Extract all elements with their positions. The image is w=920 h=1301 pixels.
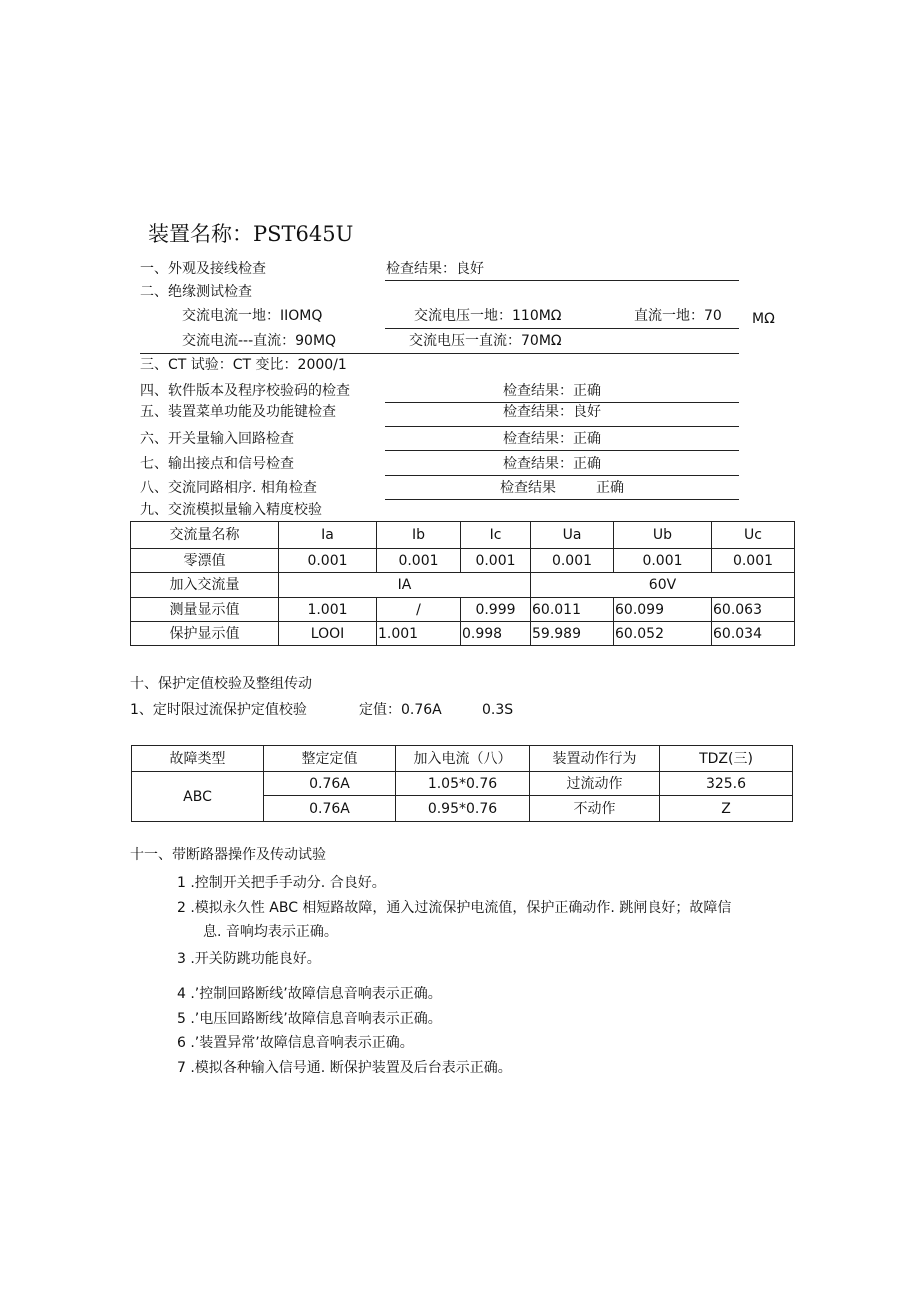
row-label: 保护显示值 [131,622,279,646]
section-6-label: 六、开关量输入回路检查 [140,431,294,447]
table-cell: 0.998 [461,622,531,646]
table-cell: 0.001 [614,549,712,573]
section-7-result: 检查结果：正确 [503,456,601,472]
table-cell: 0.76A [264,772,396,796]
fault-table [131,745,793,822]
accuracy-header-row [131,522,795,549]
table-cell: 0.95*0.76 [396,796,530,822]
section-1-label: 一、外观及接线检查 [140,261,266,277]
list-item: 7 .模拟各种输入信号通. 断保护装置及后台表示正确。 [177,1060,512,1076]
section-1-underline [385,280,739,281]
section-2-label: 二、绝缘测试检查 [140,284,252,300]
section-7-underline [385,475,739,476]
fault-type-cell: ABC [132,772,264,822]
table-cell: 60.011 [531,598,614,622]
table-cell: 0.001 [712,549,795,573]
section-8-result-value: 正确 [596,480,624,496]
table-cell: LOOI [279,622,377,646]
row-label: 加入交流量 [131,573,279,598]
section-4-result: 检查结果：正确 [503,383,601,399]
table-cell: 60.052 [614,622,712,646]
header-cell: 故障类型 [132,746,264,772]
fault-header-row [132,746,793,772]
list-item: 3 .开关防跳功能良好。 [177,951,321,967]
insulation-underline-1 [385,328,739,329]
list-item: 1 .控制开关把手手动分. 合良好。 [177,875,386,891]
insulation-underline-2 [140,353,739,354]
table-cell: 0.001 [461,549,531,573]
header-cell: TDZ(三) [660,746,793,772]
table-cell: 不动作 [530,796,660,822]
table-cell: 325.6 [660,772,793,796]
header-cell: Ia [279,522,377,549]
list-item: 5 .’电压回路断线’故障信息音响表示正确。 [177,1011,442,1027]
fault-row [132,772,793,796]
header-cell: Ua [531,522,614,549]
section-9-label: 九、交流模拟量输入精度校验 [140,502,322,518]
section-6-underline [385,450,739,451]
section-11-title: 十一、带断路器操作及传动试验 [130,847,326,863]
header-cell: 交流量名称 [131,522,279,549]
table-cell: 1.05*0.76 [396,772,530,796]
section-3-ct-test: 三、CT 试验：CT 变比：2000/1 [140,357,347,373]
insulation-ac-voltage-ground: 交流电压一地：110MΩ [414,308,562,324]
section-8-label: 八、交流同路相序. 相角检查 [140,480,317,496]
section-5-underline [385,426,739,427]
table-cell: 0.001 [279,549,377,573]
section-10-title: 十、保护定值校验及整组传动 [130,676,312,692]
row-label: 零漂值 [131,549,279,573]
header-cell: Ib [377,522,461,549]
section-1-result: 检查结果：良好 [386,261,484,277]
table-cell: 1.001 [279,598,377,622]
row-label: 测量显示值 [131,598,279,622]
table-cell: 60.099 [614,598,712,622]
table-cell: 过流动作 [530,772,660,796]
table-cell: 0.001 [377,549,461,573]
list-item: 4 .’控制回路断线’故障信息音响表示正确。 [177,986,442,1002]
insulation-ac-current-ground: 交流电流一地：IIOMQ [182,308,323,324]
list-item: 2 .模拟永久性 ABC 相短路故障，通入过流保护电流值，保护正确动作. 跳闸良好；故障信 [177,900,732,916]
table-cell: Z [660,796,793,822]
applied-current-cell: IA [279,573,531,598]
accuracy-table [130,521,795,646]
protection-row [131,622,795,646]
measured-row [131,598,795,622]
insulation-dc-ground-unit: MΩ [752,311,775,327]
header-cell: 装置动作行为 [530,746,660,772]
table-cell: 59.989 [531,622,614,646]
table-cell: 0.001 [531,549,614,573]
table-cell: 60.063 [712,598,795,622]
section-5-label: 五、装置菜单功能及功能键检查 [140,404,336,420]
section-7-label: 七、输出接点和信号检查 [140,456,294,472]
header-cell: Ub [614,522,712,549]
insulation-dc-ground: 直流一地：70 [634,308,722,324]
header-cell: 整定定值 [264,746,396,772]
zero-drift-row [131,549,795,573]
section-8-underline [385,499,739,500]
insulation-ac-voltage-dc: 交流电压一直流：70MΩ [409,333,562,349]
table-cell: 60.034 [712,622,795,646]
section-10-time: 0.3S [482,702,514,718]
header-cell: Ic [461,522,531,549]
section-10-setting: 定值：0.76A [359,702,442,718]
section-4-underline [385,402,739,403]
device-title: 装置名称：PST645U [148,222,354,246]
applied-row [131,573,795,598]
section-8-result-label: 检查结果 [500,480,556,496]
table-cell: 1.001 [377,622,461,646]
section-10-item-1: 1、定时限过流保护定值校验 [130,702,307,718]
applied-voltage-cell: 60V [531,573,795,598]
table-cell: 0.76A [264,796,396,822]
section-6-result: 检查结果：正确 [503,431,601,447]
header-cell: Uc [712,522,795,549]
table-cell: / [377,598,461,622]
list-item-continuation: 息. 音响均表示正确。 [203,924,338,940]
table-cell: 0.999 [461,598,531,622]
header-cell: 加入电流（八） [396,746,530,772]
insulation-ac-current-dc: 交流电流---直流：90MQ [182,333,337,349]
list-item: 6 .’装置异常’故障信息音响表示正确。 [177,1035,414,1051]
section-4-label: 四、软件版本及程序校验码的检查 [140,383,350,399]
section-5-result: 检查结果：良好 [503,404,601,420]
